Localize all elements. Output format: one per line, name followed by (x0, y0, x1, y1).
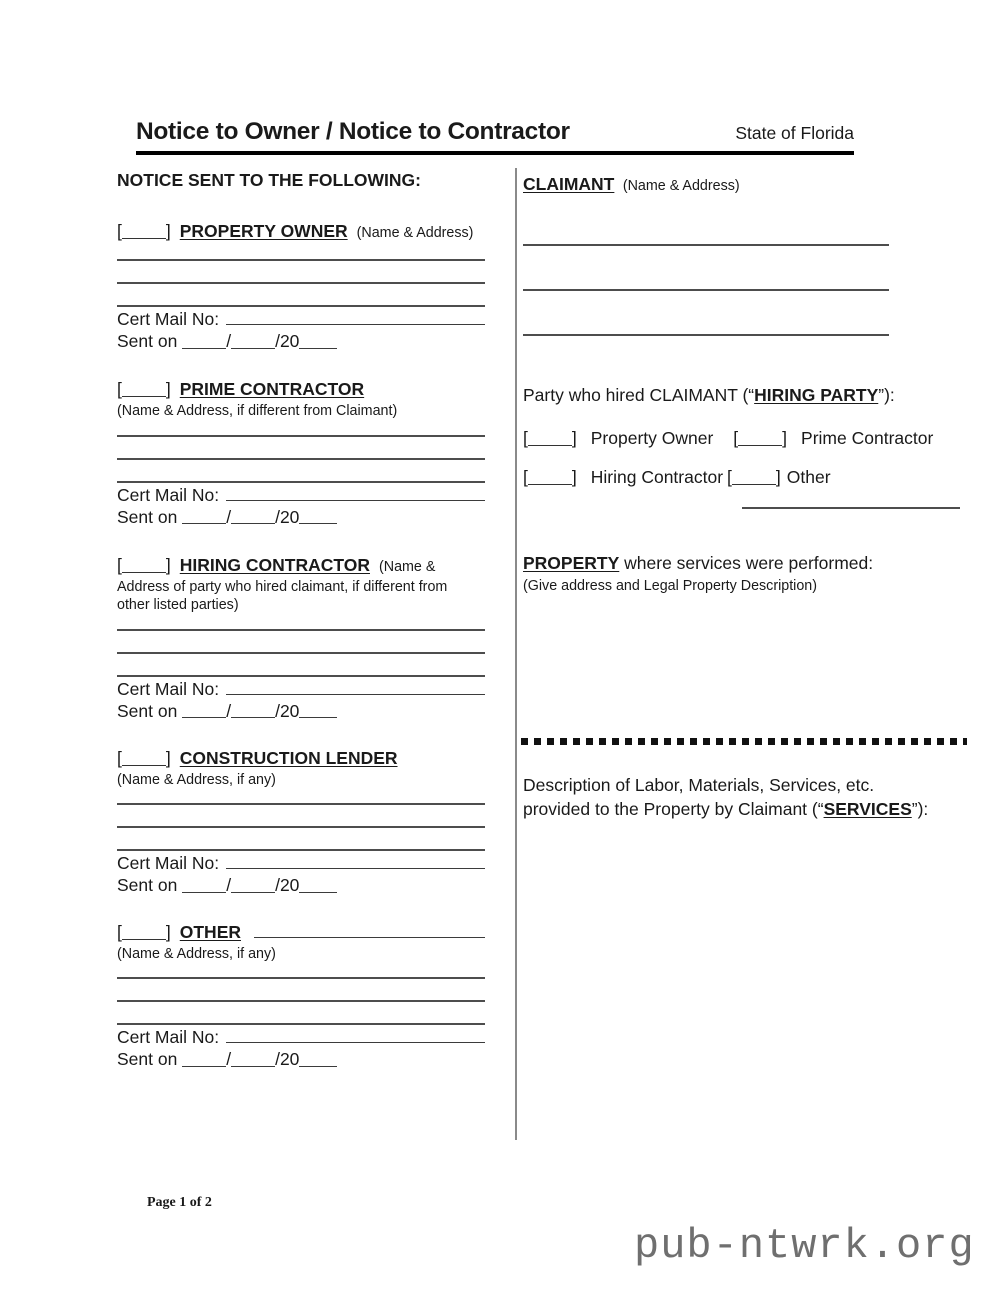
write-line[interactable] (117, 282, 485, 284)
cert-mail-label: Cert Mail No: (117, 1027, 220, 1048)
sent-on-row: Sent on / /20 (117, 875, 485, 896)
write-line[interactable] (117, 803, 485, 805)
cert-mail-row (117, 309, 485, 330)
services-emphasis: SERVICES (823, 798, 912, 819)
cert-mail-input[interactable] (226, 853, 485, 869)
hiring-party-question: Party who hired CLAIMANT (“HIRING PARTY”): (523, 385, 895, 406)
checkbox-hiring-contractor[interactable]: [ ] (117, 554, 171, 575)
sent-on-label: Sent on (117, 1049, 178, 1070)
sent-on-label: Sent on (117, 506, 178, 527)
sent-month-input[interactable] (182, 1051, 226, 1067)
cert-mail-label: Cert Mail No: (117, 852, 220, 873)
sent-on-row: Sent on / /20 (117, 507, 485, 528)
sent-year-input[interactable] (299, 333, 337, 349)
services-line-1: Description of Labor, Materials, Services, etc. (523, 774, 875, 795)
section-title: PRIME CONTRACTOR (179, 379, 365, 400)
section-title: CONSTRUCTION LENDER (179, 747, 398, 768)
write-line[interactable] (117, 977, 485, 979)
property-description-area[interactable] (523, 596, 963, 736)
sent-year-input[interactable] (299, 508, 337, 524)
write-line[interactable] (117, 481, 485, 483)
sent-year-input[interactable] (299, 702, 337, 718)
sent-on-label: Sent on (117, 874, 178, 895)
hiring-party-options-row-2 (523, 467, 963, 488)
hiring-party-emphasis: HIRING PARTY (754, 385, 879, 406)
write-line[interactable] (117, 305, 485, 307)
cert-mail-input[interactable] (226, 679, 485, 695)
checkbox-hiring-party-property-owner[interactable]: [ ] (523, 428, 577, 449)
document-header (136, 118, 854, 155)
sent-year-input[interactable] (299, 1051, 337, 1067)
write-line[interactable] (117, 259, 485, 261)
section-note: (Name & Address, if different from Claimant) (117, 403, 398, 420)
cert-mail-row (117, 1027, 485, 1048)
left-column-heading: NOTICE SENT TO THE FOLLOWING: (117, 170, 421, 190)
checkbox-other[interactable]: [ ] (117, 921, 171, 942)
checkbox-property-owner[interactable]: [ ] (117, 221, 171, 241)
other-name-input[interactable] (254, 923, 485, 938)
sent-on-row: Sent on / /20 (117, 701, 485, 722)
section-note: (Name & Address, if any) (117, 945, 276, 962)
property-note: (Give address and Legal Property Description) (523, 578, 818, 595)
page-number: Page 1 of 2 (147, 1195, 212, 1210)
sent-day-input[interactable] (231, 333, 275, 349)
option-label: Other (786, 467, 831, 488)
write-line[interactable] (117, 652, 485, 654)
sent-month-input[interactable] (182, 333, 226, 349)
checkbox-hiring-party-hiring-contractor[interactable]: [ ] (523, 467, 577, 488)
services-line-2: provided to the Property by Claimant (“SERVICES”): (523, 798, 929, 819)
section-title: HIRING CONTRACTOR (179, 554, 370, 575)
write-line[interactable] (117, 1023, 485, 1025)
right-column (523, 170, 963, 1030)
sent-month-input[interactable] (182, 702, 226, 718)
state-label: State of Florida (735, 123, 854, 143)
cert-mail-row (117, 853, 485, 874)
cert-mail-row (117, 679, 485, 700)
page-title: Notice to Owner / Notice to Contractor (136, 118, 570, 145)
section-note: (Name & Address) (356, 225, 474, 241)
cert-mail-input[interactable] (226, 309, 485, 325)
cert-mail-label: Cert Mail No: (117, 484, 220, 505)
section-prime-contractor (117, 379, 485, 527)
section-note: (Name & Address, if any) (117, 771, 276, 788)
section-title-suffix: (Name & (378, 558, 436, 575)
section-hiring-party (523, 385, 963, 509)
sent-day-input[interactable] (231, 508, 275, 524)
section-construction-lender (117, 748, 485, 896)
sent-day-input[interactable] (231, 877, 275, 893)
cert-mail-label: Cert Mail No: (117, 309, 220, 330)
sent-day-input[interactable] (231, 1051, 275, 1067)
property-label: PROPERTY (523, 553, 620, 574)
write-line[interactable] (523, 244, 889, 246)
sent-on-label: Sent on (117, 700, 178, 721)
write-line[interactable] (117, 849, 485, 851)
write-line[interactable] (117, 675, 485, 677)
sent-day-input[interactable] (231, 702, 275, 718)
section-hiring-contractor (117, 555, 485, 722)
section-claimant (523, 174, 963, 336)
section-other (117, 922, 485, 1070)
services-description-area[interactable] (523, 820, 963, 1030)
section-property-owner (117, 221, 485, 352)
cert-mail-row (117, 485, 485, 506)
cert-mail-label: Cert Mail No: (117, 678, 220, 699)
sent-on-row: Sent on / /20 (117, 1049, 485, 1070)
section-note: Address of party who hired claimant, if different from other listed parties) (117, 578, 448, 614)
sent-year-input[interactable] (299, 877, 337, 893)
write-line[interactable] (117, 435, 485, 437)
section-services (523, 775, 963, 1030)
write-line[interactable] (117, 629, 485, 631)
claimant-label: CLAIMANT (523, 174, 615, 194)
sent-month-input[interactable] (182, 877, 226, 893)
write-line[interactable] (117, 1000, 485, 1002)
checkbox-construction-lender[interactable]: [ ] (117, 747, 171, 768)
sent-on-label: Sent on (117, 331, 178, 352)
write-line[interactable] (523, 334, 889, 336)
cert-mail-input[interactable] (226, 485, 485, 501)
cert-mail-input[interactable] (226, 1027, 485, 1043)
watermark: pub-ntwrk.org (634, 1222, 975, 1270)
hiring-party-other-input[interactable] (742, 507, 960, 509)
hiring-party-options-row-1 (523, 428, 963, 449)
write-line[interactable] (523, 289, 889, 291)
checkbox-hiring-party-prime-contractor[interactable]: [ ] (733, 428, 788, 449)
property-heading: PROPERTY where services were performed: (523, 553, 874, 574)
sent-on-row: Sent on / /20 (117, 331, 485, 352)
section-title: OTHER (179, 921, 241, 942)
left-column (117, 170, 485, 1070)
claimant-note: (Name & Address) (622, 178, 740, 194)
checkbox-hiring-party-other[interactable]: [ ] (727, 467, 781, 488)
option-label: Prime Contractor (801, 428, 934, 449)
write-line[interactable] (117, 826, 485, 828)
checkbox-prime-contractor[interactable]: [ ] (117, 379, 171, 400)
dotted-divider (521, 738, 967, 745)
write-line[interactable] (117, 458, 485, 460)
section-property (523, 553, 963, 735)
sent-month-input[interactable] (182, 508, 226, 524)
column-divider (515, 168, 517, 1140)
section-title: PROPERTY OWNER (179, 221, 348, 241)
option-label: Hiring Contractor (590, 467, 724, 488)
option-label: Property Owner (590, 428, 714, 449)
